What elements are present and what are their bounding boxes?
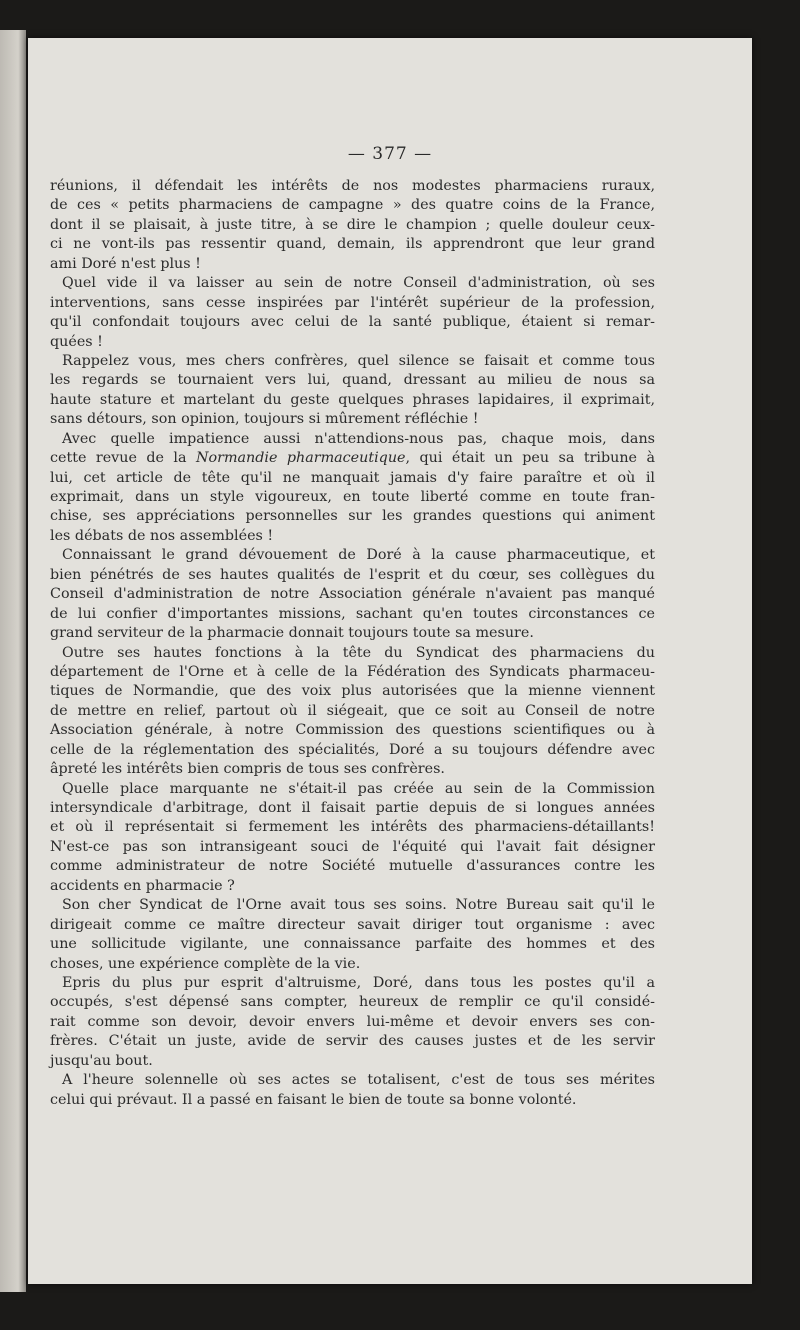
text-line: Epris du plus pur esprit d'altruisme, Doré, dans tous les postes qu'il a xyxy=(62,974,655,991)
previous-page-edge xyxy=(0,30,26,1292)
text-line: Outre ses hautes fonctions à la tête du Syndicat des pharmaciens du xyxy=(62,644,655,661)
book-page xyxy=(28,38,752,1284)
text-line: les regards se tournaient vers lui, quand, dressant au milieu de nous sa xyxy=(50,372,655,389)
text-line: Quel vide il va laisser au sein de notre Conseil d'administration, où ses xyxy=(62,275,655,292)
text-line: chise, ses appréciations personnelles sur les grandes questions qui animent xyxy=(50,508,655,525)
text-line: de mettre en relief, partout où il siégeait, que ce soit au Conseil de notre xyxy=(50,702,655,719)
text-line: accidents en pharmacie ? xyxy=(50,877,235,894)
text-segment: , qui était un peu sa tribune à xyxy=(405,450,655,467)
text-line: Avec quelle impatience aussi n'attendions-nous pas, chaque mois, dans xyxy=(62,430,655,447)
text-line: dont il se plaisait, à juste titre, à se dire le champion ; quelle douleur ceux- xyxy=(50,216,655,233)
text-line: qu'il confondait toujours avec celui de la santé publique, étaient si remar- xyxy=(50,314,655,331)
text-line: Connaissant le grand dévouement de Doré à la cause pharmaceutique, et xyxy=(62,547,655,564)
text-line: Rappelez vous, mes chers confrères, quel silence se faisait et comme tous xyxy=(62,352,655,369)
body-text xyxy=(50,177,655,1110)
text-line: celui qui prévaut. Il a passé en faisant le bien de toute sa bonne volonté. xyxy=(50,1091,577,1108)
text-line: Quelle place marquante ne s'était-il pas créée au sein de la Commission xyxy=(62,780,655,797)
text-line: occupés, s'est dépensé sans compter, heureux de remplir ce qu'il considé- xyxy=(50,994,655,1011)
text-line: les débats de nos assemblées ! xyxy=(50,527,274,544)
text-line: Son cher Syndicat de l'Orne avait tous ses soins. Notre Bureau sait qu'il le xyxy=(62,897,655,914)
page-number: — 377 — xyxy=(347,144,433,164)
text-line: grand serviteur de la pharmacie donnait toujours toute sa mesure. xyxy=(50,625,534,642)
text-line: choses, une expérience complète de la vie. xyxy=(50,955,361,972)
text-segment: cette revue de la xyxy=(50,450,187,467)
text-line: quées ! xyxy=(50,333,103,350)
text-line: une sollicitude vigilante, une connaissance parfaite des hommes et des xyxy=(50,936,655,953)
text-line: N'est-ce pas son intransigeant souci de l'équité qui l'avait fait désigner xyxy=(50,838,655,855)
text-line: ci ne vont-ils pas ressentir quand, demain, ils apprendront que leur grand xyxy=(50,236,655,253)
text-line: intersyndicale d'arbitrage, dont il faisait partie depuis de si longues années xyxy=(50,800,655,816)
text-line: de lui confier d'importantes missions, sachant qu'en toutes circonstances ce xyxy=(50,605,655,622)
text-line: haute stature et martelant du geste quelques phrases lapidaires, il exprimait, xyxy=(50,391,655,408)
text-line: frères. C'était un juste, avide de servir des causes justes et de les servir xyxy=(50,1033,655,1050)
text-line: exprimait, dans un style vigoureux, en toute liberté comme en toute fran- xyxy=(50,489,655,505)
text-line: dirigeait comme ce maître directeur savait diriger tout organisme : avec xyxy=(50,916,655,933)
text-line: de ces « petits pharmaciens de campagne » des quatre coins de la France, xyxy=(50,197,655,214)
text-line: ami Doré n'est plus ! xyxy=(50,255,201,272)
text-line: interventions, sans cesse inspirées par l'intérêt supérieur de la profession, xyxy=(50,294,655,311)
text-line: jusqu'au bout. xyxy=(50,1052,153,1069)
text-line: réunions, il défendait les intérêts de nos modestes pharmaciens ruraux, xyxy=(50,178,655,194)
text-line: bien pénétrés de ses hautes qualités de l'esprit et du cœur, ses collègues du xyxy=(50,566,655,583)
text-line: Association générale, à notre Commission des questions scientifiques ou à xyxy=(50,722,655,739)
text-line: département de l'Orne et à celle de la Fédération des Syndicats pharmaceu- xyxy=(50,663,655,680)
text-line: celle de la réglementation des spécialités, Doré a su toujours défendre avec xyxy=(50,741,655,758)
text-line: rait comme son devoir, devoir envers lui-même et devoir envers ses con- xyxy=(50,1013,655,1030)
text-line: comme administrateur de notre Société mutuelle d'assurances contre les xyxy=(50,858,655,875)
text-line xyxy=(50,449,655,468)
text-line: Conseil d'administration de notre Association générale n'avaient pas manqué xyxy=(50,586,655,603)
text-line: âpreté les intérêts bien compris de tous ses confrères. xyxy=(50,761,445,778)
text-line: lui, cet article de tête qu'il ne manquait jamais d'y faire paraître et où il xyxy=(50,469,655,486)
text-line: et où il représentait si fermement les intérêts des pharmaciens-détaillants! xyxy=(50,819,655,836)
text-line: A l'heure solennelle où ses actes se totalisent, c'est de tous ses mérites xyxy=(62,1072,655,1089)
journal-title: Normandie pharmaceutique xyxy=(196,450,406,467)
text-line: tiques de Normandie, que des voix plus autorisées que la mienne viennent xyxy=(50,683,655,700)
text-line: sans détours, son opinion, toujours si mûrement réfléchie ! xyxy=(50,411,479,428)
